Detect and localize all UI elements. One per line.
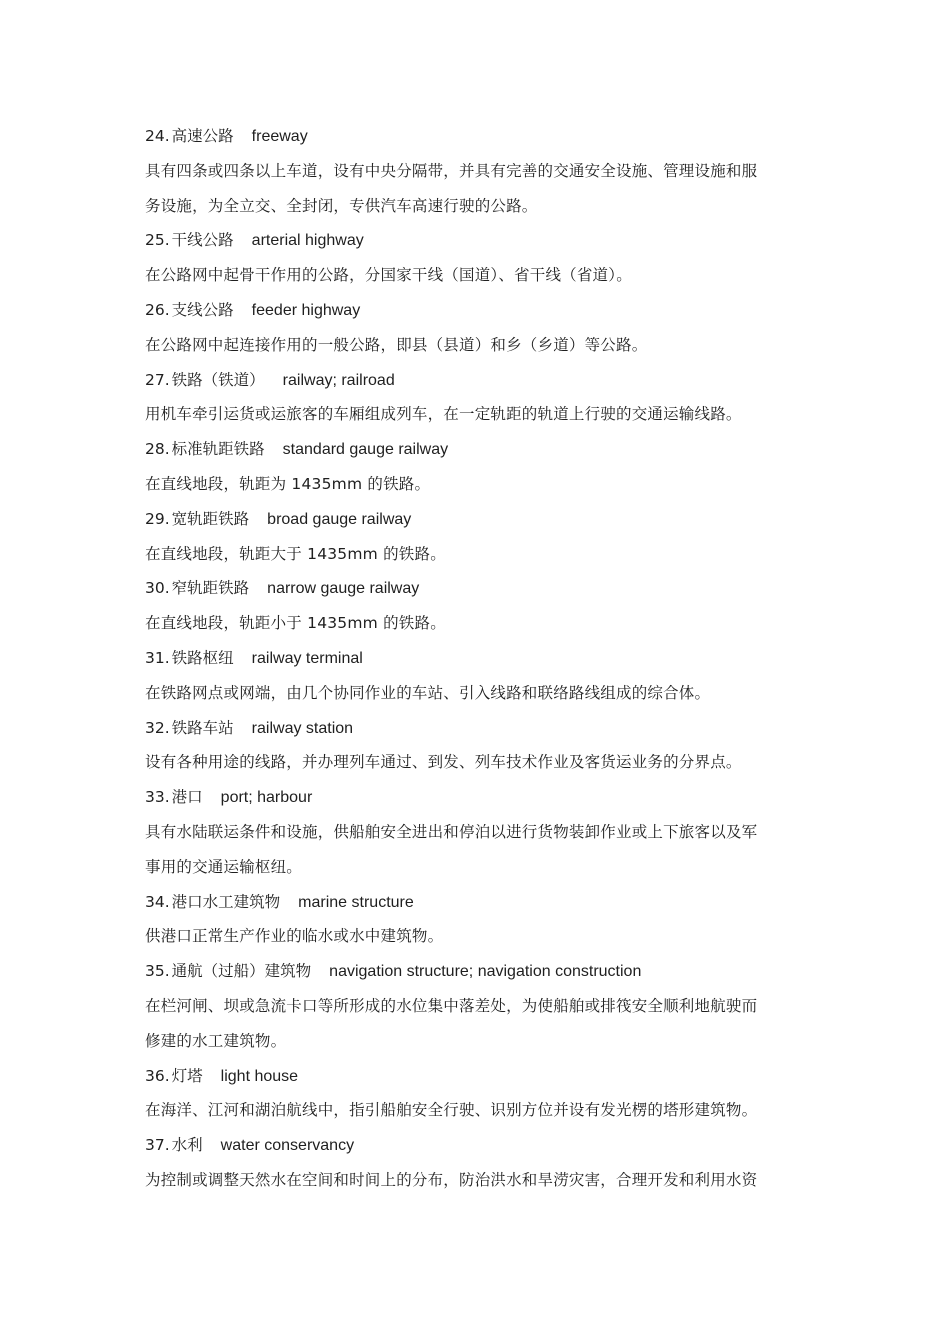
term-english: railway station <box>251 719 354 737</box>
term-definition: 设有各种用途的线路，并办理列车通过、到发、列车技术作业及客货运业务的分界点。 <box>145 753 742 772</box>
term-chinese: 窄轨距铁路 <box>171 579 250 598</box>
glossary-term <box>145 780 805 815</box>
glossary-term <box>145 293 805 328</box>
term-number: 37. <box>145 1136 170 1155</box>
glossary-term <box>145 571 805 606</box>
glossary-term <box>145 1059 805 1094</box>
term-chinese: 干线公路 <box>171 231 234 250</box>
term-chinese: 铁路（铁道） <box>171 370 265 389</box>
term-definition: 在直线地段，轨距为 1435mm 的铁路。 <box>145 474 431 493</box>
term-number: 32. <box>145 718 170 737</box>
term-number: 31. <box>145 648 170 667</box>
term-english: arterial highway <box>251 232 364 250</box>
term-definition: 在公路网中起连接作用的一般公路，即县（县道）和乡（乡道）等公路。 <box>145 335 648 354</box>
term-chinese: 灯塔 <box>171 1066 203 1085</box>
term-english: water conservancy <box>220 1137 355 1155</box>
glossary-term <box>145 1128 805 1163</box>
term-definition: 在直线地段，轨距小于 1435mm 的铁路。 <box>145 614 446 633</box>
term-definition: 在公路网中起骨干作用的公路，分国家干线（国道）、省干线（省道）。 <box>145 266 632 285</box>
term-english: narrow gauge railway <box>267 580 420 598</box>
term-chinese: 铁路枢纽 <box>171 648 234 667</box>
term-number: 34. <box>145 892 170 911</box>
term-definition: 在海洋、江河和湖泊航线中，指引船舶安全行驶、识别方位并设有发光楞的塔形建筑物。 <box>145 1101 758 1120</box>
term-english: light house <box>220 1067 299 1085</box>
term-english: navigation structure; navigation construction <box>329 963 642 981</box>
term-number: 35. <box>145 962 170 981</box>
term-definition: 在铁路网点或网端，由几个协同作业的车站、引入线路和联络路线组成的综合体。 <box>145 683 711 702</box>
term-number: 26. <box>145 300 170 319</box>
term-english: broad gauge railway <box>267 510 412 528</box>
term-definition: 在栏河闸、坝或急流卡口等所形成的水位集中落差处，为使船舶或排筏安全顺利地航驶而 <box>145 996 758 1015</box>
term-number: 30. <box>145 579 170 598</box>
term-number: 27. <box>145 370 170 389</box>
term-english: feeder highway <box>251 301 361 319</box>
glossary-term <box>145 641 805 676</box>
glossary-term <box>145 432 805 467</box>
term-chinese: 铁路车站 <box>171 718 234 737</box>
glossary-term <box>145 711 805 746</box>
term-chinese: 标准轨距铁路 <box>171 440 265 459</box>
term-chinese: 港口水工建筑物 <box>171 892 281 911</box>
term-number: 36. <box>145 1066 170 1085</box>
term-english: freeway <box>251 128 308 145</box>
glossary-term <box>145 502 805 537</box>
term-number: 24. <box>145 127 170 145</box>
term-chinese: 港口 <box>171 788 203 807</box>
term-chinese: 水利 <box>171 1136 203 1155</box>
glossary-term <box>145 223 805 258</box>
term-english: railway terminal <box>251 649 363 667</box>
term-number: 28. <box>145 440 170 459</box>
glossary-content <box>145 119 805 1198</box>
glossary-term <box>145 363 805 398</box>
term-definition: 为控制或调整天然水在空间和时间上的分布，防治洪水和旱涝灾害，合理开发和利用水资 <box>145 1170 758 1189</box>
term-english: standard gauge railway <box>282 441 449 459</box>
glossary-term <box>145 954 805 989</box>
term-definition: 务设施，为全立交、全封闭，专供汽车高速行驶的公路。 <box>145 196 538 215</box>
term-number: 25. <box>145 231 170 250</box>
term-english: port; harbour <box>220 789 313 807</box>
term-english: marine structure <box>298 893 414 911</box>
term-number: 29. <box>145 509 170 528</box>
term-chinese: 宽轨距铁路 <box>171 509 250 528</box>
term-definition: 在直线地段，轨距大于 1435mm 的铁路。 <box>145 544 446 563</box>
term-definition: 具有水陆联运条件和设施，供船舶安全进出和停泊以进行货物装卸作业或上下旅客以及军 <box>145 822 758 841</box>
term-definition: 供港口正常生产作业的临水或水中建筑物。 <box>145 927 444 946</box>
term-definition: 具有四条或四条以上车道，设有中央分隔带，并具有完善的交通安全设施、管理设施和服 <box>145 161 758 180</box>
term-number: 33. <box>145 788 170 807</box>
glossary-term <box>145 119 805 154</box>
term-definition: 用机车牵引运货或运旅客的车厢组成列车，在一定轨距的轨道上行驶的交通运输线路。 <box>145 405 742 424</box>
term-chinese: 高速公路 <box>171 127 234 145</box>
term-definition: 修建的水工建筑物。 <box>145 1031 287 1050</box>
term-chinese: 支线公路 <box>171 300 234 319</box>
term-definition: 事用的交通运输枢纽。 <box>145 857 303 876</box>
term-english: railway; railroad <box>282 371 395 389</box>
glossary-term <box>145 885 805 920</box>
term-chinese: 通航（过船）建筑物 <box>171 962 312 981</box>
